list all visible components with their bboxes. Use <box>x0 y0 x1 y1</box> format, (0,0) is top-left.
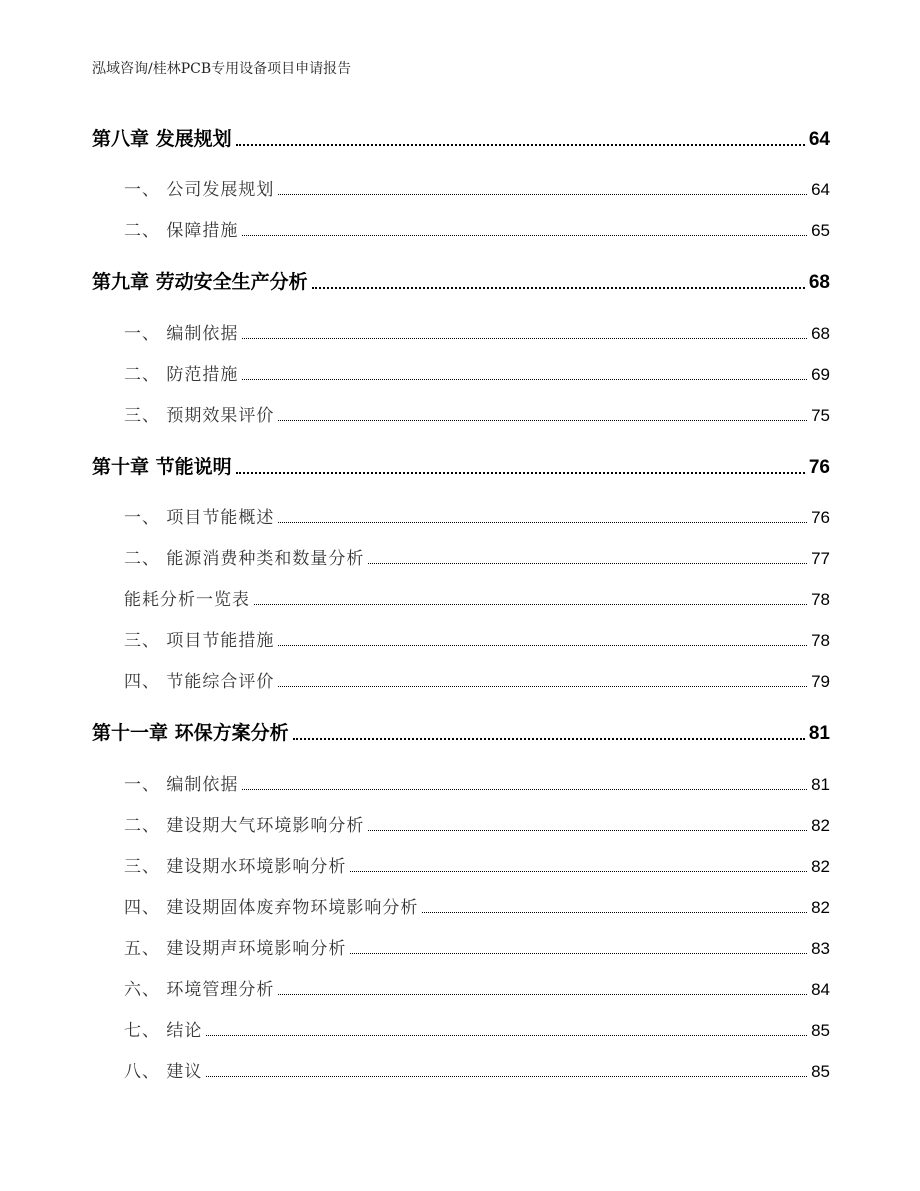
toc-chapter-entry[interactable] <box>92 718 830 745</box>
toc-chapter-entry[interactable] <box>92 124 830 151</box>
dot-leader <box>350 953 807 954</box>
toc-section-entry[interactable] <box>124 626 830 651</box>
toc-section-entry[interactable] <box>124 975 830 1000</box>
page-header: 泓域咨询/桂林PCB专用设备项目申请报告 <box>92 61 352 77</box>
dot-leader <box>206 1076 807 1077</box>
toc-section-entry[interactable] <box>124 893 830 918</box>
dot-leader <box>278 686 807 687</box>
toc-entry-label: 七、 结论 <box>124 1021 203 1041</box>
toc-page-number: 78 <box>811 631 830 650</box>
toc-entry-label: 五、 建设期声环境影响分析 <box>124 939 347 959</box>
toc-entry-label: 二、 保障措施 <box>124 221 239 241</box>
toc-page-number: 85 <box>811 1062 830 1081</box>
toc-page-number: 81 <box>811 775 830 794</box>
toc-section-entry[interactable] <box>124 544 830 569</box>
toc-section-entry[interactable] <box>124 319 830 344</box>
toc-entry-label: 二、 防范措施 <box>124 365 239 385</box>
toc-entry-label: 第八章 发展规划 <box>92 128 232 150</box>
dot-leader <box>368 830 807 831</box>
toc-entry-label: 一、 公司发展规划 <box>124 180 275 200</box>
dot-leader <box>278 522 807 523</box>
toc-page-number: 85 <box>811 1021 830 1040</box>
dot-leader <box>242 379 807 380</box>
toc-page-number: 68 <box>811 324 830 343</box>
toc-entry-label: 二、 建设期大气环境影响分析 <box>124 816 365 836</box>
dot-leader <box>242 789 807 790</box>
toc-entry-label: 四、 节能综合评价 <box>124 672 275 692</box>
toc-page-number: 77 <box>811 549 830 568</box>
dot-leader <box>293 738 805 740</box>
toc-entry-label: 一、 项目节能概述 <box>124 508 275 528</box>
toc-page-number: 82 <box>811 857 830 876</box>
dot-leader <box>422 912 807 913</box>
dot-leader <box>368 563 807 564</box>
toc-page-number: 76 <box>808 457 830 478</box>
toc-entry-label: 四、 建设期固体废弃物环境影响分析 <box>124 898 419 918</box>
toc-page-number: 68 <box>808 272 830 293</box>
toc-page-number: 81 <box>808 723 830 744</box>
toc-entry-label: 八、 建议 <box>124 1062 203 1082</box>
toc-entry-label: 三、 建设期水环境影响分析 <box>124 857 347 877</box>
toc-section-entry[interactable] <box>124 770 830 795</box>
dot-leader <box>236 144 805 146</box>
toc-page-number: 79 <box>811 672 830 691</box>
toc-entry-label: 二、 能源消费种类和数量分析 <box>124 549 365 569</box>
toc-page-number: 83 <box>811 939 830 958</box>
toc-entry-label: 一、 编制依据 <box>124 775 239 795</box>
dot-leader <box>206 1035 807 1036</box>
toc-page-number: 78 <box>811 590 830 609</box>
toc-entry-label: 第十一章 环保方案分析 <box>92 722 289 744</box>
toc-entry-label: 第十章 节能说明 <box>92 456 232 478</box>
toc-section-entry[interactable] <box>124 852 830 877</box>
toc-section-entry[interactable] <box>124 360 830 385</box>
toc-page-number: 64 <box>811 180 830 199</box>
dot-leader <box>278 994 807 995</box>
dot-leader <box>350 871 807 872</box>
toc-section-entry[interactable] <box>124 216 830 241</box>
dot-leader <box>278 420 807 421</box>
toc-entry-label: 三、 预期效果评价 <box>124 406 275 426</box>
toc-page-number: 65 <box>811 221 830 240</box>
toc-entry-label: 三、 项目节能措施 <box>124 631 275 651</box>
toc-section-entry[interactable] <box>124 667 830 692</box>
dot-leader <box>236 472 805 474</box>
toc-chapter-entry[interactable] <box>92 267 830 294</box>
toc-section-entry[interactable] <box>124 1016 830 1041</box>
dot-leader <box>278 194 807 195</box>
toc-page-number: 84 <box>811 980 830 999</box>
dot-leader <box>242 338 807 339</box>
toc-section-entry[interactable] <box>124 503 830 528</box>
dot-leader <box>242 235 807 236</box>
toc-section-entry[interactable] <box>124 934 830 959</box>
toc-entry-label: 能耗分析一览表 <box>124 590 250 610</box>
toc-chapter-entry[interactable] <box>92 452 830 479</box>
toc-page-number: 64 <box>808 129 830 150</box>
toc-page-number: 82 <box>811 898 830 917</box>
dot-leader <box>254 604 807 605</box>
toc-entry-label: 一、 编制依据 <box>124 324 239 344</box>
toc-entry-label: 第九章 劳动安全生产分析 <box>92 271 308 293</box>
toc-entry-label: 六、 环境管理分析 <box>124 980 275 1000</box>
toc-page-number: 69 <box>811 365 830 384</box>
toc-section-entry[interactable] <box>124 585 830 610</box>
dot-leader <box>312 287 805 289</box>
toc-section-entry[interactable] <box>124 811 830 836</box>
toc-page-number: 82 <box>811 816 830 835</box>
toc-section-entry[interactable] <box>124 175 830 200</box>
dot-leader <box>278 645 807 646</box>
toc-page-number: 76 <box>811 508 830 527</box>
toc-section-entry[interactable] <box>124 401 830 426</box>
toc-page-number: 75 <box>811 406 830 425</box>
toc-section-entry[interactable] <box>124 1057 830 1082</box>
